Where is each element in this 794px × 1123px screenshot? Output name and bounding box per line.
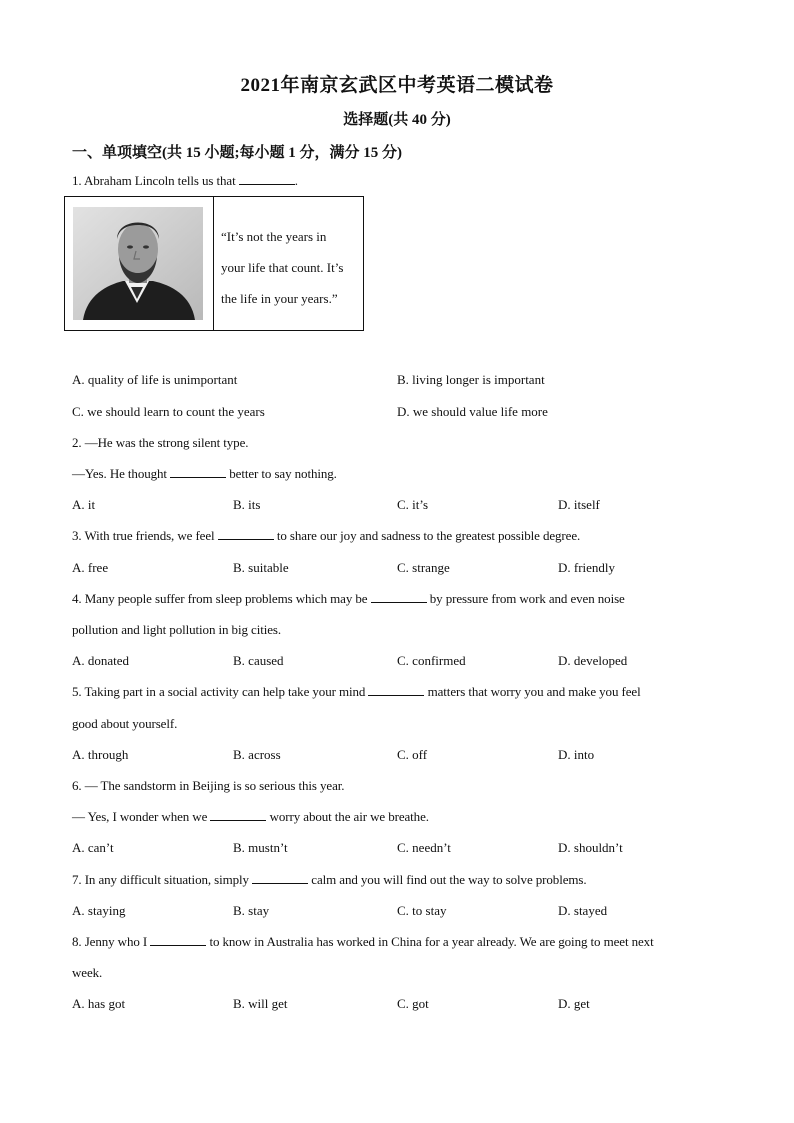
lincoln-portrait: [73, 207, 203, 320]
question-1-stem-after: .: [294, 173, 298, 188]
question-1-option-b[interactable]: B. living longer is important: [397, 372, 545, 387]
question-2-option-b[interactable]: B. its: [233, 497, 261, 512]
question-3-stem: [72, 528, 580, 544]
question-5-option-b[interactable]: B. across: [233, 747, 281, 762]
question-8-option-b[interactable]: B. will get: [233, 996, 288, 1011]
question-8-stem-before: 8. Jenny who I: [72, 934, 151, 949]
question-1-option-a[interactable]: A. quality of life is unimportant: [72, 372, 238, 387]
question-1-stem-before: 1. Abraham Lincoln tells us that: [72, 173, 239, 188]
question-6-line-2-after: worry about the air we breathe.: [266, 809, 429, 824]
answer-blank: [218, 528, 274, 540]
answer-blank: [170, 466, 226, 478]
question-1-stem: [72, 173, 298, 189]
answer-blank: [368, 684, 424, 696]
question-3-option-b[interactable]: B. suitable: [233, 560, 289, 575]
question-6-line-2-before: — Yes, I wonder when we: [72, 809, 211, 824]
lincoln-quote: [221, 221, 361, 314]
question-4-stem: [72, 591, 625, 607]
question-8-stem-after: to know in Australia has worked in China for a year already. We are going to meet next: [206, 934, 654, 949]
question-4-stem-line-2: pollution and light pollution in big cities.: [72, 622, 282, 637]
question-7-stem-before: 7. In any difficult situation, simply: [72, 872, 253, 887]
question-2-line-2-before: —Yes. He thought: [72, 466, 171, 481]
question-6-option-b[interactable]: B. mustn’t: [233, 840, 288, 855]
question-7-option-c[interactable]: C. to stay: [397, 903, 447, 918]
question-6-line-1: 6. — The sandstorm in Beijing is so serious this year.: [72, 778, 345, 793]
question-4-option-a[interactable]: A. donated: [72, 653, 130, 668]
question-4-option-b[interactable]: B. caused: [233, 653, 284, 668]
question-3-stem-before: 3. With true friends, we feel: [72, 528, 218, 543]
question-2-option-a[interactable]: A. it: [72, 497, 96, 512]
quote-line: “It’s not the years in: [221, 229, 327, 244]
question-3-option-d[interactable]: D. friendly: [558, 560, 616, 575]
question-7-option-b[interactable]: B. stay: [233, 903, 270, 918]
question-1-option-d[interactable]: D. we should value life more: [397, 404, 548, 419]
question-4-option-c[interactable]: C. confirmed: [397, 653, 466, 668]
question-8-stem-line-2: week.: [72, 965, 103, 980]
exam-subtitle: 选择题(共 40 分): [343, 112, 451, 128]
question-2-line-2: [72, 466, 337, 482]
question-6-option-a[interactable]: A. can’t: [72, 840, 114, 855]
quote-line: the life in your years.”: [221, 291, 338, 306]
question-5-option-c[interactable]: C. off: [397, 747, 428, 762]
quote-box: [64, 196, 364, 331]
question-3-option-a[interactable]: A. free: [72, 560, 109, 575]
question-5-stem-line-2: good about yourself.: [72, 716, 178, 731]
question-7-stem-after: calm and you will find out the way to solve problems.: [308, 872, 587, 887]
question-4-stem-before: 4. Many people suffer from sleep problems which may be: [72, 591, 371, 606]
answer-blank: [371, 591, 427, 603]
quote-divider: [213, 197, 214, 330]
question-4-option-d[interactable]: D. developed: [558, 653, 628, 668]
question-4-stem-after: by pressure from work and even noise: [426, 591, 625, 606]
question-5-option-a[interactable]: A. through: [72, 747, 129, 762]
answer-blank: [252, 872, 308, 884]
question-2-line-1: 2. —He was the strong silent type.: [72, 435, 249, 450]
quote-line: your life that count. It’s: [221, 260, 344, 275]
question-3-stem-after: to share our joy and sadness to the greatest possible degree.: [273, 528, 581, 543]
question-2-option-c[interactable]: C. it’s: [397, 497, 429, 512]
question-3-option-c[interactable]: C. strange: [397, 560, 450, 575]
question-5-stem: [72, 684, 641, 700]
question-7-option-d[interactable]: D. stayed: [558, 903, 608, 918]
question-8-option-c[interactable]: C. got: [397, 996, 429, 1011]
question-8-option-a[interactable]: A. has got: [72, 996, 126, 1011]
question-2-option-d[interactable]: D. itself: [558, 497, 600, 512]
exam-title: 2021年南京玄武区中考英语二模试卷: [240, 75, 554, 96]
question-6-option-c[interactable]: C. needn’t: [397, 840, 451, 855]
question-7-stem: [72, 872, 587, 888]
question-2-line-2-after: better to say nothing.: [226, 466, 337, 481]
question-1-option-c[interactable]: C. we should learn to count the years: [72, 404, 265, 419]
answer-blank: [210, 809, 266, 821]
question-5-stem-before: 5. Taking part in a social activity can help take your mind: [72, 684, 369, 699]
question-5-option-d[interactable]: D. into: [558, 747, 595, 762]
question-7-option-a[interactable]: A. staying: [72, 903, 126, 918]
question-8-stem: [72, 934, 654, 950]
section-heading: 一、单项填空(共 15 小题;每小题 1 分，满分 15 分): [72, 145, 402, 161]
question-6-line-2: [72, 809, 429, 825]
answer-blank: [239, 173, 295, 185]
question-8-option-d[interactable]: D. get: [558, 996, 590, 1011]
answer-blank: [150, 934, 206, 946]
question-6-option-d[interactable]: D. shouldn’t: [558, 840, 623, 855]
question-5-stem-after: matters that worry you and make you feel: [424, 684, 641, 699]
